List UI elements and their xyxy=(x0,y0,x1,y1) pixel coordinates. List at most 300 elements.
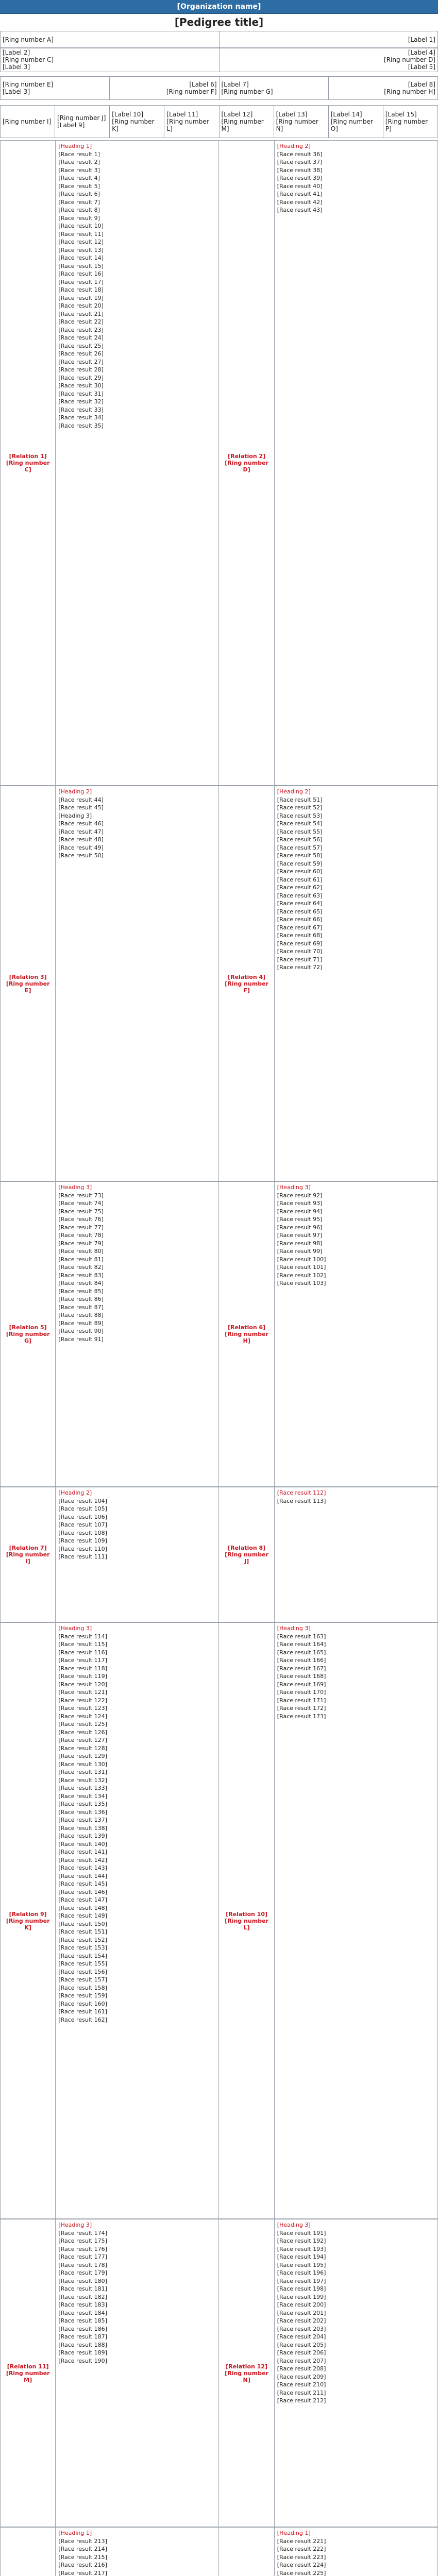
result-line: [Race result 53] xyxy=(277,812,435,820)
result-line: [Race result 22] xyxy=(58,318,216,326)
right-relation-cell xyxy=(219,2528,274,2576)
result-line: [Race result 37] xyxy=(277,158,435,166)
gen4-label-4: [Label 11] xyxy=(166,111,216,118)
result-line: [Race result 194] xyxy=(277,2253,435,2261)
result-line: [Race result 36] xyxy=(277,150,435,159)
gen4-ring-3: [Ring number K] xyxy=(112,118,162,132)
right-relation-label: [Relation 10] xyxy=(222,1911,271,1918)
gen3-ring-1: [Ring number E] xyxy=(3,81,107,88)
result-line: [Race result 151] xyxy=(58,1928,216,1936)
gen4-cell-8 xyxy=(383,106,437,138)
gen3-label-2: [Label 6] xyxy=(112,81,216,88)
mother-label: [Label 1] xyxy=(219,31,438,48)
result-line: [Race result 169] xyxy=(277,1681,435,1689)
result-line: [Heading 1] xyxy=(277,2529,435,2537)
gen2-father-ring: [Ring number C] xyxy=(3,56,217,63)
result-line: [Race result 186] xyxy=(58,2325,216,2333)
result-line: [Race result 12] xyxy=(58,238,216,246)
result-line: [Race result 134] xyxy=(58,1792,216,1801)
performance-section xyxy=(0,1487,438,1622)
result-line: [Race result 199] xyxy=(277,2293,435,2301)
result-line: [Race result 125] xyxy=(58,1720,216,1728)
result-line: [Race result 32] xyxy=(58,398,216,406)
result-line: [Race result 43] xyxy=(277,206,435,214)
result-line: [Race result 52] xyxy=(277,804,435,812)
right-relation-label: [Relation 4] xyxy=(222,974,271,980)
result-line: [Race result 24] xyxy=(58,334,216,342)
left-relation-label: [Relation 11] xyxy=(3,2363,53,2370)
result-line: [Race result 212] xyxy=(277,2397,435,2405)
result-line: [Race result 120] xyxy=(58,1681,216,1689)
gen2-mother-label: [Label 4] xyxy=(222,49,436,56)
gen3-cell-3 xyxy=(219,77,328,100)
generation-2-table xyxy=(0,47,438,72)
left-relation-ring: [Ring number M] xyxy=(3,2370,53,2383)
left-results-cell xyxy=(56,2219,219,2527)
result-line: [Race result 75] xyxy=(58,1208,216,1216)
result-line: [Race result 207] xyxy=(277,2357,435,2365)
result-line: [Race result 153] xyxy=(58,1944,216,1952)
gen4-ring-4: [Ring number L] xyxy=(166,118,216,132)
result-line: [Race result 156] xyxy=(58,1968,216,1976)
result-line: [Race result 111] xyxy=(58,1553,216,1561)
result-line: [Race result 88] xyxy=(58,1311,216,1319)
result-line: [Heading 1] xyxy=(58,142,216,150)
performance-sections xyxy=(0,140,438,2576)
result-line: [Race result 86] xyxy=(58,1295,216,1303)
result-line: [Heading 3] xyxy=(58,2221,216,2229)
left-relation-label: [Relation 3] xyxy=(3,974,53,980)
result-line: [Race result 221] xyxy=(277,2537,435,2546)
result-line: [Race result 51] xyxy=(277,796,435,804)
result-line: [Race result 104] xyxy=(58,1497,216,1505)
result-line: [Race result 123] xyxy=(58,1704,216,1713)
left-relation-ring: [Ring number K] xyxy=(3,1918,53,1931)
right-relation-ring: [Ring number F] xyxy=(222,980,271,994)
result-line: [Race result 63] xyxy=(277,892,435,900)
result-line: [Race result 28] xyxy=(58,366,216,374)
result-line: [Race result 11] xyxy=(58,230,216,239)
result-line: [Race result 197] xyxy=(277,2277,435,2285)
result-line: [Race result 77] xyxy=(58,1224,216,1232)
performance-section xyxy=(0,1622,438,2219)
result-line: [Race result 100] xyxy=(277,1256,435,1264)
result-line: [Race result 48] xyxy=(58,836,216,844)
performance-section xyxy=(0,2527,438,2576)
right-relation-ring: [Ring number N] xyxy=(222,2370,271,2383)
gen4-label-8: [Label 15] xyxy=(385,111,435,118)
result-line: [Race result 44] xyxy=(58,796,216,804)
result-line: [Race result 91] xyxy=(58,1335,216,1344)
result-line: [Race result 67] xyxy=(277,924,435,932)
result-line: [Race result 89] xyxy=(58,1319,216,1328)
result-line: [Race result 71] xyxy=(277,956,435,964)
gen4-cell-4 xyxy=(164,106,219,138)
result-line: [Race result 127] xyxy=(58,1736,216,1744)
result-line: [Race result 18] xyxy=(58,286,216,294)
right-relation-cell xyxy=(219,786,274,1181)
gen3-ring-4: [Ring number H] xyxy=(331,88,435,95)
left-relation-ring: [Ring number E] xyxy=(3,980,53,994)
result-line: [Race result 99] xyxy=(277,1247,435,1256)
gen4-label-3: [Label 10] xyxy=(112,111,162,118)
right-results-cell xyxy=(274,1487,437,1622)
result-line: [Race result 206] xyxy=(277,2349,435,2357)
result-line: [Race result 45] xyxy=(58,804,216,812)
result-line: [Heading 1] xyxy=(58,2529,216,2537)
result-line: [Race result 58] xyxy=(277,852,435,860)
result-line: [Race result 5] xyxy=(58,182,216,191)
gen4-label-5: [Label 12] xyxy=(222,111,272,118)
result-line: [Race result 34] xyxy=(58,414,216,422)
gen4-ring-7: [Ring number O] xyxy=(331,118,381,132)
result-line: [Race result 70] xyxy=(277,947,435,956)
result-line: [Race result 50] xyxy=(58,852,216,860)
result-line: [Race result 35] xyxy=(58,422,216,430)
result-line: [Race result 21] xyxy=(58,310,216,318)
result-line: [Race result 225] xyxy=(277,2569,435,2576)
result-line: [Race result 136] xyxy=(58,1808,216,1817)
result-line: [Race result 166] xyxy=(277,1656,435,1665)
result-line: [Race result 103] xyxy=(277,1279,435,1287)
gen2-mother-cell xyxy=(219,48,438,72)
right-relation-cell xyxy=(219,1623,274,2219)
result-line: [Race result 205] xyxy=(277,2341,435,2349)
result-line: [Race result 66] xyxy=(277,916,435,924)
result-line: [Race result 171] xyxy=(277,1697,435,1705)
result-line: [Race result 131] xyxy=(58,1768,216,1776)
result-line: [Race result 76] xyxy=(58,1215,216,1224)
result-line: [Race result 174] xyxy=(58,2229,216,2238)
result-line: [Race result 78] xyxy=(58,1231,216,1240)
result-line: [Race result 144] xyxy=(58,1872,216,1880)
result-line: [Race result 64] xyxy=(277,900,435,908)
gen4-ring-2: [Ring number J] xyxy=(57,114,107,122)
left-results-cell xyxy=(56,1623,219,2219)
result-line: [Race result 20] xyxy=(58,302,216,310)
result-line: [Heading 3] xyxy=(58,1183,216,1192)
result-line: [Race result 191] xyxy=(277,2229,435,2238)
result-line: [Race result 182] xyxy=(58,2293,216,2301)
result-line: [Race result 203] xyxy=(277,2325,435,2333)
left-relation-cell xyxy=(1,1182,56,1487)
result-line: [Race result 23] xyxy=(58,326,216,334)
result-line: [Race result 116] xyxy=(58,1649,216,1657)
result-line: [Race result 204] xyxy=(277,2333,435,2341)
result-line: [Race result 172] xyxy=(277,1704,435,1713)
result-line: [Race result 119] xyxy=(58,1672,216,1681)
left-results-cell xyxy=(56,1487,219,1622)
result-line: [Race result 141] xyxy=(58,1848,216,1856)
result-line: [Race result 8] xyxy=(58,206,216,214)
right-relation-ring: [Ring number D] xyxy=(222,460,271,473)
result-line: [Race result 102] xyxy=(277,1272,435,1280)
result-line: [Heading 3] xyxy=(277,2221,435,2229)
gen4-ring-6: [Ring number N] xyxy=(276,118,326,132)
result-line: [Race result 168] xyxy=(277,1672,435,1681)
result-line: [Race result 81] xyxy=(58,1256,216,1264)
left-relation-label: [Relation 5] xyxy=(3,1324,53,1331)
result-line: [Race result 167] xyxy=(277,1665,435,1673)
result-line: [Race result 208] xyxy=(277,2365,435,2373)
page-title: [Pedigree title] xyxy=(0,13,438,31)
result-line: [Race result 105] xyxy=(58,1505,216,1513)
result-line: [Race result 201] xyxy=(277,2309,435,2317)
result-line: [Race result 185] xyxy=(58,2317,216,2325)
gen4-ring-8: [Ring number P] xyxy=(385,118,435,132)
right-relation-ring: [Ring number L] xyxy=(222,1918,271,1931)
result-line: [Race result 178] xyxy=(58,2261,216,2269)
gen4-cell-7 xyxy=(328,106,383,138)
result-line: [Race result 7] xyxy=(58,198,216,207)
result-line: [Race result 80] xyxy=(58,1247,216,1256)
result-line: [Race result 79] xyxy=(58,1240,216,1248)
result-line: [Race result 159] xyxy=(58,1992,216,2000)
result-line: [Race result 38] xyxy=(277,166,435,175)
result-line: [Race result 128] xyxy=(58,1744,216,1753)
left-results-cell xyxy=(56,786,219,1181)
result-line: [Race result 95] xyxy=(277,1215,435,1224)
result-line: [Race result 94] xyxy=(277,1208,435,1216)
result-line: [Race result 180] xyxy=(58,2277,216,2285)
result-line: [Race result 3] xyxy=(58,166,216,175)
result-line: [Race result 108] xyxy=(58,1529,216,1537)
result-line: [Race result 130] xyxy=(58,1760,216,1769)
result-line: [Race result 211] xyxy=(277,2389,435,2397)
gen3-ring-3: [Ring number G] xyxy=(222,88,326,95)
gen2-mother-ring: [Ring number D] xyxy=(222,56,436,63)
result-line: [Race result 31] xyxy=(58,390,216,398)
result-line: [Race result 87] xyxy=(58,1303,216,1312)
left-relation-label: [Relation 9] xyxy=(3,1911,53,1918)
result-line: [Heading 2] xyxy=(58,788,216,796)
generation-4-table xyxy=(0,105,438,138)
result-line: [Race result 133] xyxy=(58,1784,216,1792)
result-line: [Heading 3] xyxy=(277,1624,435,1633)
result-line: [Race result 46] xyxy=(58,820,216,828)
right-results-cell xyxy=(274,1182,437,1487)
result-line: [Race result 74] xyxy=(58,1199,216,1208)
result-line: [Race result 14] xyxy=(58,254,216,262)
right-relation-cell xyxy=(219,141,274,786)
result-line: [Race result 213] xyxy=(58,2537,216,2546)
right-results-cell xyxy=(274,141,437,786)
result-line: [Race result 16] xyxy=(58,270,216,278)
gen4-cell-5 xyxy=(219,106,274,138)
result-line: [Race result 82] xyxy=(58,1263,216,1272)
result-line: [Race result 33] xyxy=(58,406,216,414)
result-line: [Race result 10] xyxy=(58,222,216,230)
result-line: [Race result 118] xyxy=(58,1665,216,1673)
result-line: [Race result 93] xyxy=(277,1199,435,1208)
performance-section xyxy=(0,1181,438,1487)
result-line: [Race result 113] xyxy=(277,1497,435,1505)
result-line: [Race result 110] xyxy=(58,1545,216,1553)
result-line: [Race result 72] xyxy=(277,963,435,972)
result-line: [Race result 224] xyxy=(277,2561,435,2569)
right-results-cell xyxy=(274,786,437,1181)
left-relation-cell xyxy=(1,2528,56,2576)
result-line: [Heading 3] xyxy=(277,1183,435,1192)
result-line: [Heading 2] xyxy=(58,1489,216,1497)
result-line: [Race result 173] xyxy=(277,1713,435,1721)
result-line: [Race result 114] xyxy=(58,1633,216,1641)
result-line: [Race result 117] xyxy=(58,1656,216,1665)
performance-section xyxy=(0,2219,438,2527)
result-line: [Race result 183] xyxy=(58,2301,216,2309)
result-line: [Race result 142] xyxy=(58,1856,216,1865)
result-line: [Race result 4] xyxy=(58,174,216,182)
result-line: [Race result 6] xyxy=(58,190,216,198)
result-line: [Race result 112] xyxy=(277,1489,435,1497)
result-line: [Race result 42] xyxy=(277,198,435,207)
result-line: [Race result 84] xyxy=(58,1279,216,1287)
gen4-cell-1 xyxy=(1,106,55,138)
result-line: [Race result 193] xyxy=(277,2245,435,2253)
right-results-cell xyxy=(274,2528,437,2576)
result-line: [Race result 29] xyxy=(58,374,216,382)
result-line: [Race result 83] xyxy=(58,1272,216,1280)
result-line: [Race result 26] xyxy=(58,350,216,358)
result-line: [Race result 152] xyxy=(58,1936,216,1944)
gen4-label-7: [Label 14] xyxy=(331,111,381,118)
result-line: [Race result 165] xyxy=(277,1649,435,1657)
result-line: [Race result 97] xyxy=(277,1231,435,1240)
result-line: [Race result 101] xyxy=(277,1263,435,1272)
left-relation-ring: [Ring number G] xyxy=(3,1331,53,1344)
gen4-cell-3 xyxy=(110,106,164,138)
result-line: [Race result 157] xyxy=(58,1976,216,1984)
gen3-cell-2 xyxy=(110,77,219,100)
result-line: [Race result 200] xyxy=(277,2301,435,2309)
result-line: [Race result 145] xyxy=(58,1880,216,1888)
right-relation-label: [Relation 6] xyxy=(222,1324,271,1331)
gen2-father-label: [Label 2] xyxy=(3,49,217,56)
result-line: [Race result 223] xyxy=(277,2553,435,2562)
result-line: [Race result 148] xyxy=(58,1904,216,1912)
gen3-label-3: [Label 7] xyxy=(222,81,326,88)
result-line: [Race result 217] xyxy=(58,2569,216,2576)
result-line: [Race result 150] xyxy=(58,1920,216,1928)
left-results-cell xyxy=(56,141,219,786)
result-line: [Race result 170] xyxy=(277,1688,435,1697)
result-line: [Race result 175] xyxy=(58,2237,216,2245)
result-line: [Race result 135] xyxy=(58,1800,216,1808)
result-line: [Race result 73] xyxy=(58,1192,216,1200)
result-line: [Race result 121] xyxy=(58,1688,216,1697)
performance-section xyxy=(0,140,438,786)
result-line: [Heading 3] xyxy=(58,812,216,820)
result-line: [Race result 164] xyxy=(277,1640,435,1649)
result-line: [Race result 17] xyxy=(58,278,216,286)
left-relation-ring: [Ring number I] xyxy=(3,1551,53,1565)
result-line: [Race result 162] xyxy=(58,2016,216,2024)
result-line: [Race result 90] xyxy=(58,1327,216,1335)
gen3-label-1: [Label 3] xyxy=(3,88,107,95)
result-line: [Race result 209] xyxy=(277,2373,435,2381)
gen4-cell-2 xyxy=(55,106,110,138)
right-relation-cell xyxy=(219,2219,274,2527)
result-line: [Race result 198] xyxy=(277,2285,435,2293)
gen2-father-cell xyxy=(1,48,220,72)
result-line: [Race result 2] xyxy=(58,158,216,166)
result-line: [Race result 189] xyxy=(58,2349,216,2357)
result-line: [Race result 222] xyxy=(277,2545,435,2553)
left-results-cell xyxy=(56,2528,219,2576)
result-line: [Race result 27] xyxy=(58,358,216,366)
result-line: [Race result 177] xyxy=(58,2253,216,2261)
result-line: [Race result 9] xyxy=(58,214,216,223)
result-line: [Race result 92] xyxy=(277,1192,435,1200)
result-line: [Race result 1] xyxy=(58,150,216,159)
right-relation-label: [Relation 8] xyxy=(222,1545,271,1551)
right-relation-cell xyxy=(219,1487,274,1622)
result-line: [Race result 187] xyxy=(58,2333,216,2341)
gen4-ring-5: [Ring number M] xyxy=(222,118,272,132)
right-relation-cell xyxy=(219,1182,274,1487)
result-line: [Race result 139] xyxy=(58,1832,216,1840)
result-line: [Race result 98] xyxy=(277,1240,435,1248)
left-relation-cell xyxy=(1,786,56,1181)
left-relation-label: [Relation 7] xyxy=(3,1545,53,1551)
result-line: [Heading 2] xyxy=(277,142,435,150)
result-line: [Race result 96] xyxy=(277,1224,435,1232)
result-line: [Race result 49] xyxy=(58,844,216,852)
result-line: [Race result 158] xyxy=(58,1984,216,1992)
result-line: [Race result 13] xyxy=(58,246,216,255)
result-line: [Race result 184] xyxy=(58,2309,216,2317)
result-line: [Race result 137] xyxy=(58,1816,216,1824)
result-line: [Race result 60] xyxy=(277,868,435,876)
result-line: [Race result 55] xyxy=(277,828,435,836)
result-line: [Race result 160] xyxy=(58,2000,216,2008)
right-relation-ring: [Ring number J] xyxy=(222,1551,271,1565)
gen3-cell-4 xyxy=(328,77,437,100)
result-line: [Race result 210] xyxy=(277,2381,435,2389)
result-line: [Race result 195] xyxy=(277,2261,435,2269)
left-results-cell xyxy=(56,1182,219,1487)
result-line: [Race result 140] xyxy=(58,1840,216,1849)
result-line: [Race result 143] xyxy=(58,1864,216,1872)
result-line: [Race result 181] xyxy=(58,2285,216,2293)
result-line: [Race result 126] xyxy=(58,1728,216,1737)
performance-section xyxy=(0,786,438,1181)
result-line: [Race result 85] xyxy=(58,1287,216,1296)
result-line: [Race result 40] xyxy=(277,182,435,191)
result-line: [Race result 61] xyxy=(277,876,435,884)
result-line: [Race result 47] xyxy=(58,828,216,836)
result-line: [Race result 115] xyxy=(58,1640,216,1649)
result-line: [Race result 65] xyxy=(277,908,435,916)
gen3-cell-1 xyxy=(1,77,110,100)
result-line: [Race result 59] xyxy=(277,860,435,868)
result-line: [Race result 62] xyxy=(277,884,435,892)
result-line: [Race result 161] xyxy=(58,2008,216,2016)
result-line: [Race result 69] xyxy=(277,940,435,948)
result-line: [Race result 124] xyxy=(58,1713,216,1721)
right-relation-label: [Relation 2] xyxy=(222,453,271,460)
result-line: [Race result 39] xyxy=(277,174,435,182)
gen4-label-2: [Label 9] xyxy=(57,122,107,129)
result-line: [Race result 190] xyxy=(58,2357,216,2365)
result-line: [Race result 147] xyxy=(58,1896,216,1904)
result-line: [Race result 216] xyxy=(58,2561,216,2569)
left-relation-cell xyxy=(1,1623,56,2219)
result-line: [Race result 146] xyxy=(58,1888,216,1896)
result-line: [Race result 56] xyxy=(277,836,435,844)
left-relation-cell xyxy=(1,2219,56,2527)
result-line: [Race result 138] xyxy=(58,1824,216,1833)
